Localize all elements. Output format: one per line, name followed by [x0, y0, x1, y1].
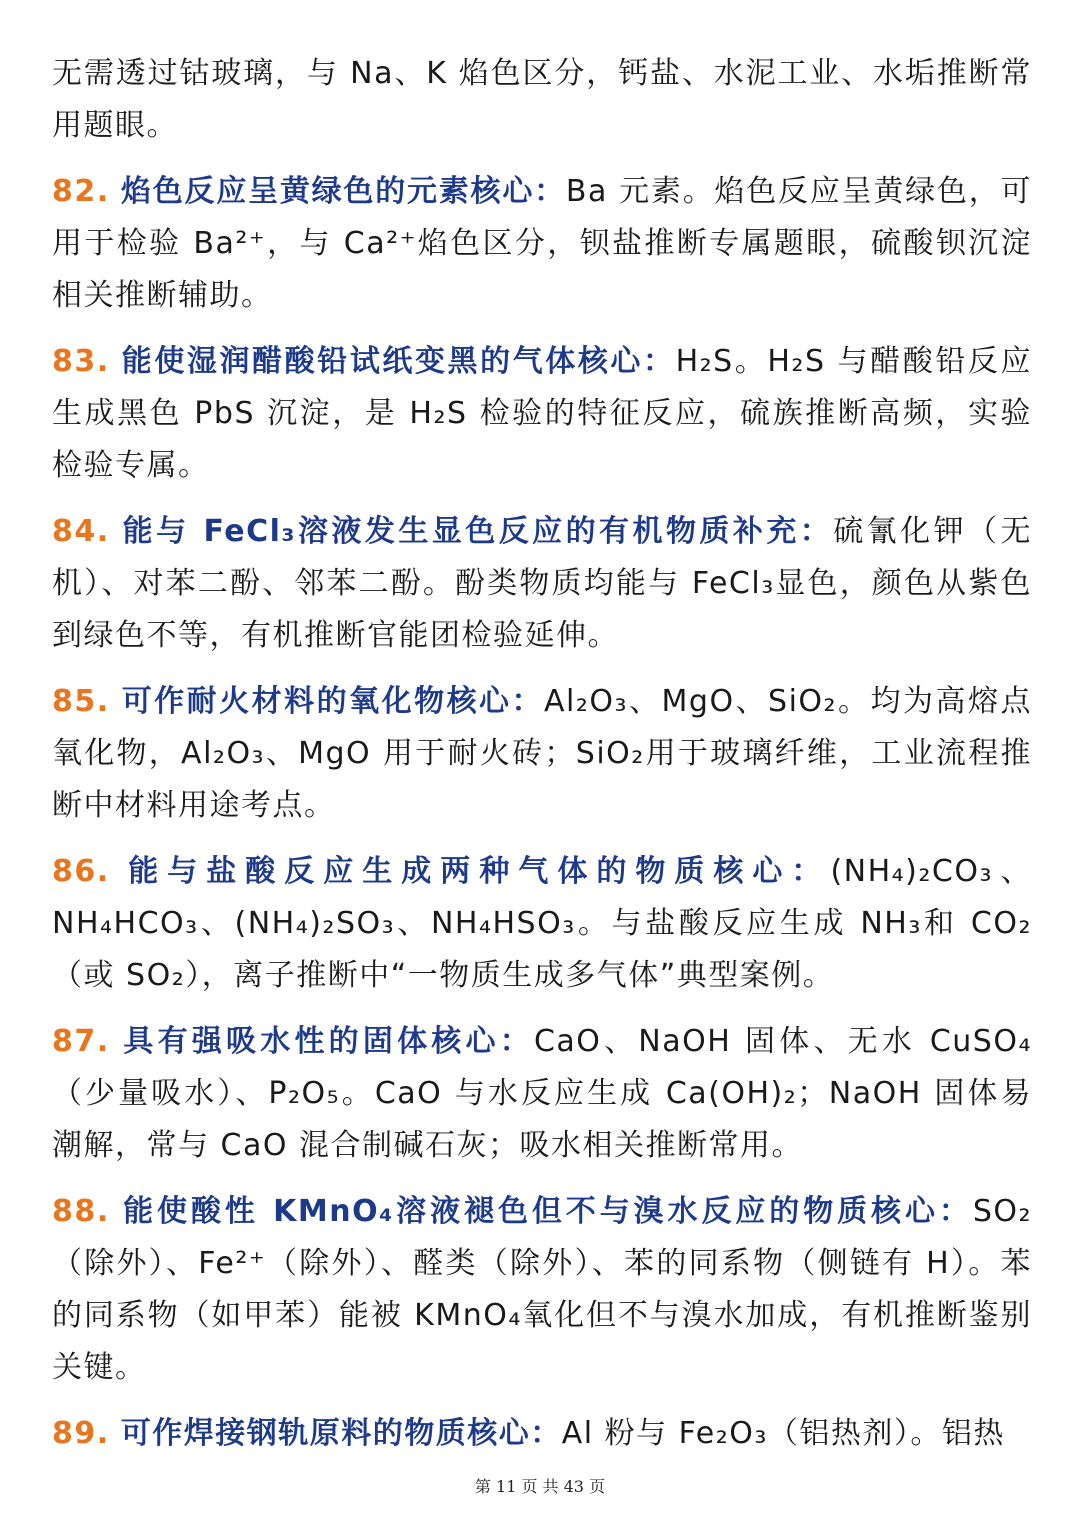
item-number: 89.: [52, 1416, 110, 1451]
item-84: [52, 506, 1032, 662]
item-number: 85.: [52, 684, 110, 719]
item-title: 能与 FeCl₃溶液发生显色反应的有机物质补充：: [122, 514, 834, 549]
item-body: Al₂O₃、MgO、SiO₂。均为高熔点氧化物，Al₂O₃、MgO 用于耐火砖；SiO₂用于玻璃纤维，工业流程推断中材料用途考点。: [52, 684, 1032, 823]
content-area: [52, 48, 1032, 1474]
item-title: 可作耐火材料的氧化物核心：: [121, 684, 545, 719]
item-number: 82.: [52, 174, 110, 209]
item-number: 87.: [52, 1024, 110, 1059]
item-85: [52, 676, 1032, 832]
item-number: 86.: [52, 854, 110, 889]
item-title: 能与盐酸反应生成两种气体的物质核心：: [128, 854, 831, 889]
item-body: CaO、NaOH 固体、无水 CuSO₄（少量吸水）、P₂O₅。CaO 与水反应生成 Ca(OH)₂；NaOH 固体易潮解，常与 CaO 混合制碱石灰；吸水相关推断常用。: [52, 1024, 1032, 1163]
item-87: [52, 1016, 1032, 1172]
item-body: H₂S。H₂S 与醋酸铅反应生成黑色 PbS 沉淀，是 H₂S 检验的特征反应，硫族推断高频，实验检验专属。: [52, 344, 1033, 483]
item-body: Ba 元素。焰色反应呈黄绿色，可用于检验 Ba²⁺，与 Ca²⁺焰色区分，钡盐推断专属题眼，硫酸钡沉淀相关推断辅助。: [52, 174, 1032, 313]
item-title: 能使酸性 KMnO₄溶液褪色但不与溴水反应的物质核心：: [123, 1194, 973, 1229]
intro-paragraph: 无需透过钴玻璃，与 Na、K 焰色区分，钙盐、水泥工业、水垢推断常用题眼。: [52, 56, 1032, 143]
item-body: (NH₄)₂CO₃、NH₄HCO₃、(NH₄)₂SO₃、NH₄HSO₃。与盐酸反应生成 NH₃和 CO₂（或 SO₂），离子推断中“一物质生成多气体”典型案例。: [52, 854, 1032, 993]
item-body: 硫氰化钾（无机）、对苯二酚、邻苯二酚。酚类物质均能与 FeCl₃显色，颜色从紫色到绿色不等，有机推断官能团检验延伸。: [52, 514, 1032, 653]
item-88: [52, 1186, 1032, 1394]
item-86: [52, 846, 1032, 1002]
item-number: 83.: [52, 344, 110, 379]
item-83: [52, 336, 1032, 492]
item-body: Al 粉与 Fe₂O₃（铝热剂）。铝热: [561, 1416, 1005, 1451]
item-89: [52, 1408, 1032, 1460]
item-title: 能使湿润醋酸铅试纸变黑的气体核心：: [121, 344, 676, 379]
page-number-label: 第 11 页 共 43 页: [474, 1477, 606, 1496]
item-number: 88.: [52, 1194, 110, 1229]
item-title: 焰色反应呈黄绿色的元素核心：: [120, 174, 566, 209]
item-title: 可作焊接钢轨原料的物质核心：: [120, 1416, 562, 1451]
item-82: [52, 166, 1032, 322]
item-number: 84.: [52, 514, 110, 549]
page-footer: [0, 1474, 1080, 1497]
item-title: 具有强吸水性的固体核心：: [123, 1024, 534, 1059]
item-body: SO₂（除外）、Fe²⁺（除外）、醛类（除外）、苯的同系物（侧链有 H）。苯的同系物（如甲苯）能被 KMnO₄氧化但不与溴水加成，有机推断鉴别关键。: [52, 1194, 1032, 1385]
